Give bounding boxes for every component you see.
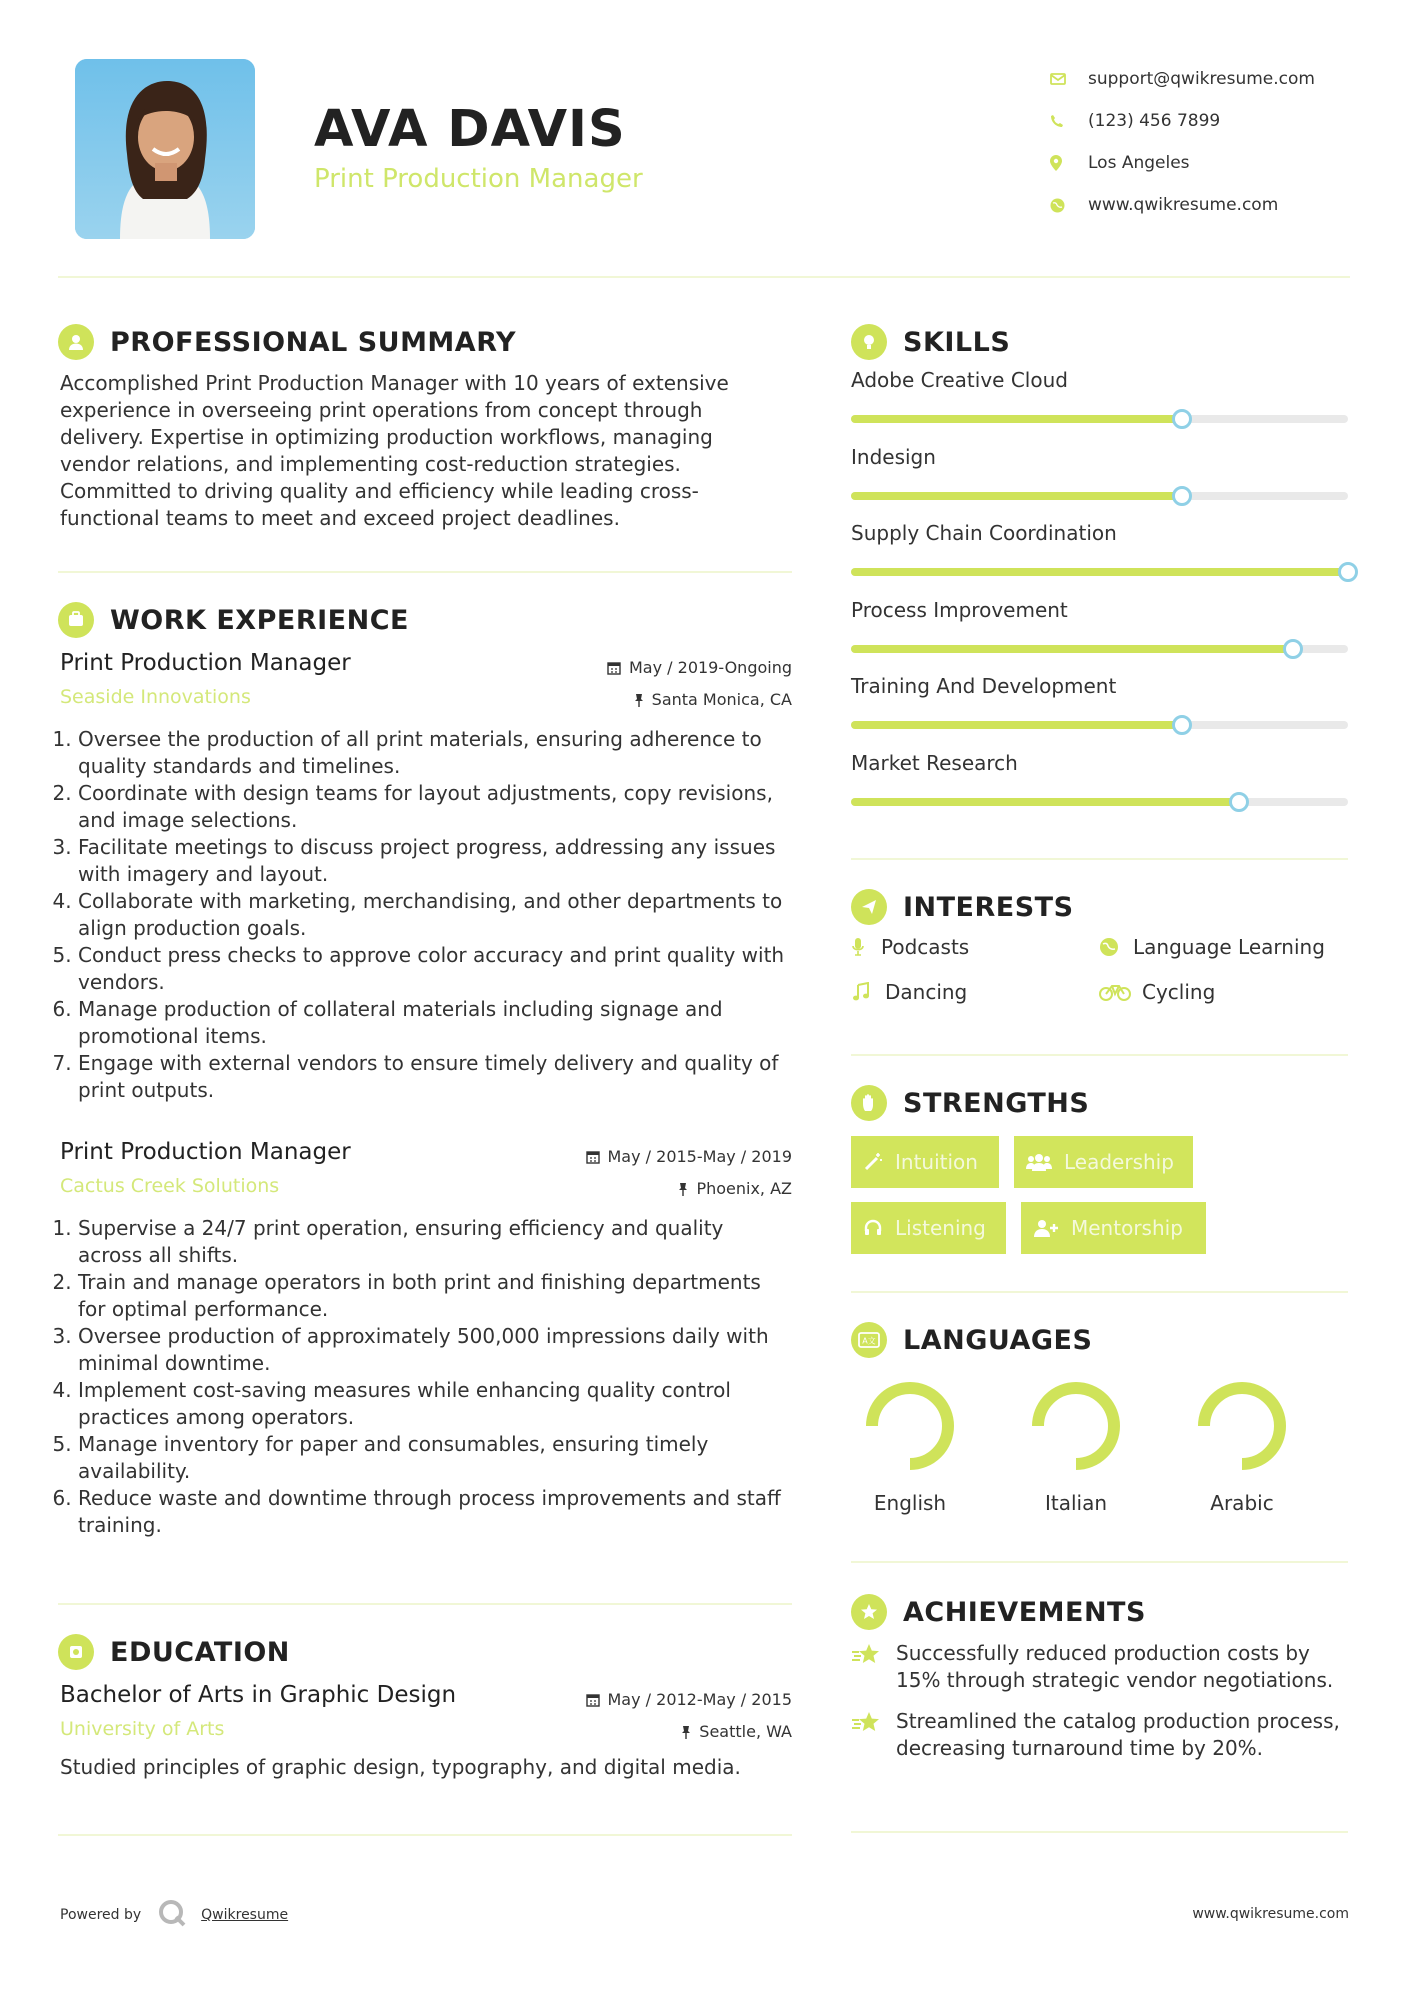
globe-icon bbox=[1099, 937, 1133, 957]
job-duty: 3. Facilitate meetings to discuss project progress, addressing any issues with imagery and layout. bbox=[78, 834, 792, 888]
job-entry bbox=[60, 1139, 792, 1539]
contact-location-text: Los Angeles bbox=[1088, 153, 1190, 173]
job-date-text: May / 2019-Ongoing bbox=[629, 658, 792, 677]
strength-label: Listening bbox=[895, 1216, 986, 1240]
interest-item bbox=[1099, 935, 1325, 959]
skill-name: Adobe Creative Cloud bbox=[851, 368, 1068, 392]
interests-heading bbox=[851, 889, 1074, 925]
header-divider bbox=[58, 276, 1350, 278]
strength-tag bbox=[1014, 1136, 1193, 1188]
svg-text:A文: A文 bbox=[862, 1336, 876, 1346]
achievements-title: ACHIEVEMENTS bbox=[903, 1596, 1146, 1628]
achievements-divider bbox=[851, 1831, 1348, 1833]
skill-bar bbox=[851, 568, 1348, 576]
skill-fill bbox=[851, 568, 1348, 576]
job-company: Seaside Innovations bbox=[60, 686, 251, 708]
strength-label: Mentorship bbox=[1071, 1216, 1183, 1240]
education-title: EDUCATION bbox=[110, 1636, 290, 1668]
achievement-item bbox=[851, 1708, 1351, 1762]
job-duty: 2. Train and manage operators in both print and finishing departments for optimal performance. bbox=[78, 1269, 792, 1323]
education-description: Studied principles of graphic design, typography, and digital media. bbox=[60, 1755, 741, 1779]
language-item bbox=[845, 1378, 975, 1515]
language-item bbox=[1177, 1378, 1307, 1515]
skill-name: Market Research bbox=[851, 750, 1018, 775]
job-location-text: Phoenix, AZ bbox=[696, 1179, 792, 1198]
education-degree: Bachelor of Arts in Graphic Design bbox=[60, 1682, 457, 1708]
skill-fill bbox=[851, 798, 1239, 806]
job-location bbox=[678, 1179, 792, 1198]
skill-bar bbox=[851, 492, 1348, 500]
map-pin-icon bbox=[1050, 155, 1088, 171]
education-divider bbox=[58, 1834, 792, 1836]
contact-email-text: support@qwikresume.com bbox=[1088, 69, 1315, 89]
achievement-text: Streamlined the catalog production process, decreasing turnaround time by 20%. bbox=[896, 1709, 1340, 1760]
calendar-icon bbox=[607, 661, 621, 675]
bicycle-icon bbox=[1099, 983, 1142, 1001]
qwikresume-link[interactable]: Qwikresume bbox=[201, 1907, 289, 1923]
strength-label: Intuition bbox=[895, 1150, 978, 1174]
interest-label: Podcasts bbox=[881, 935, 970, 959]
job-duty: 1. Supervise a 24/7 print operation, ensuring efficiency and quality across all shifts. bbox=[78, 1215, 792, 1269]
globe-icon bbox=[1050, 198, 1088, 213]
strength-tag bbox=[1021, 1202, 1206, 1254]
briefcase-icon bbox=[58, 602, 94, 638]
language-ring bbox=[1028, 1378, 1124, 1474]
pushpin-icon bbox=[678, 1182, 688, 1196]
education-date bbox=[586, 1690, 793, 1709]
job-duty: 6. Reduce waste and downtime through process improvements and staff training. bbox=[78, 1485, 792, 1539]
pushpin-icon bbox=[681, 1725, 691, 1739]
language-name: Arabic bbox=[1210, 1491, 1274, 1515]
contact-phone[interactable] bbox=[1050, 100, 1350, 142]
job-title: Print Production Manager bbox=[60, 650, 351, 676]
languages-divider bbox=[851, 1561, 1348, 1563]
skill-knob bbox=[1172, 486, 1192, 506]
user-plus-icon bbox=[1033, 1218, 1059, 1238]
interest-label: Language Learning bbox=[1133, 935, 1325, 959]
interest-item bbox=[851, 980, 967, 1004]
job-entry bbox=[60, 650, 792, 1104]
qwikresume-logo-icon bbox=[157, 1898, 187, 1932]
job-duty: 7. Engage with external vendors to ensure timely delivery and quality of print outputs. bbox=[78, 1050, 792, 1104]
footer-powered-by bbox=[60, 1898, 288, 1932]
skill-item bbox=[851, 751, 1348, 828]
star-icon bbox=[851, 1640, 896, 1694]
job-location bbox=[634, 690, 792, 709]
headphones-icon bbox=[863, 1218, 883, 1238]
job-duty: 6. Manage production of collateral materials including signage and promotional items. bbox=[78, 996, 792, 1050]
interests-title: INTERESTS bbox=[903, 891, 1074, 923]
skills-divider bbox=[851, 858, 1348, 860]
footer-website-link[interactable]: www.qwikresume.com bbox=[1192, 1906, 1349, 1922]
work-divider bbox=[58, 1603, 792, 1605]
contact-block bbox=[1050, 58, 1350, 226]
magic-wand-icon bbox=[863, 1152, 883, 1172]
skills-list bbox=[851, 368, 1348, 827]
envelope-icon bbox=[1050, 73, 1088, 85]
skill-knob bbox=[1338, 562, 1358, 582]
skill-knob bbox=[1283, 639, 1303, 659]
interests-divider bbox=[851, 1054, 1348, 1056]
powered-by-label: Powered by bbox=[60, 1907, 142, 1923]
skill-name: Process Improvement bbox=[851, 597, 1068, 622]
education-entry bbox=[60, 1682, 792, 1781]
job-duties bbox=[60, 726, 792, 1104]
achievement-text: Successfully reduced production costs by 15% through strategic vendor negotiations. bbox=[896, 1641, 1334, 1692]
interest-item bbox=[1099, 980, 1215, 1004]
skill-item bbox=[851, 368, 1348, 445]
language-ring bbox=[1194, 1378, 1290, 1474]
languages-title: LANGUAGES bbox=[903, 1324, 1093, 1356]
skill-knob bbox=[1229, 792, 1249, 812]
skill-bar bbox=[851, 645, 1348, 653]
strength-label: Leadership bbox=[1064, 1150, 1174, 1174]
contact-email[interactable] bbox=[1050, 58, 1350, 100]
summary-text: Accomplished Print Production Manager with 10 years of extensive experience in overseeing print operations from concept through delivery. Expertise in optimizing production workflows, managing vendor relations, and implementing cost-reduction strategies. Committed to driving quality and efficiency while leading cross-functional teams to meet and exceed project deadlines. bbox=[60, 371, 729, 530]
candidate-name: AVA DAVIS bbox=[314, 100, 626, 159]
summary-title: PROFESSIONAL SUMMARY bbox=[110, 326, 517, 358]
skill-fill bbox=[851, 721, 1182, 729]
education-location bbox=[681, 1722, 792, 1741]
job-date-text: May / 2015-May / 2019 bbox=[607, 1147, 792, 1166]
skill-name: Indesign bbox=[851, 444, 936, 469]
music-note-icon bbox=[851, 982, 885, 1002]
summary-divider bbox=[58, 571, 792, 573]
contact-website-text: www.qwikresume.com bbox=[1088, 195, 1279, 215]
interest-label: Dancing bbox=[885, 980, 968, 1004]
skills-heading bbox=[851, 324, 1010, 360]
skill-bar bbox=[851, 721, 1348, 729]
languages-heading bbox=[851, 1322, 1092, 1358]
contact-phone-text: (123) 456 7899 bbox=[1088, 111, 1221, 131]
pushpin-icon bbox=[634, 693, 644, 707]
education-location-text: Seattle, WA bbox=[699, 1722, 792, 1741]
contact-website[interactable] bbox=[1050, 184, 1350, 226]
job-duty: 2. Coordinate with design teams for layout adjustments, copy revisions, and image selections. bbox=[78, 780, 792, 834]
candidate-role: Print Production Manager bbox=[314, 164, 643, 194]
language-ring-arc bbox=[872, 1388, 948, 1464]
skill-fill bbox=[851, 492, 1182, 500]
skill-bar bbox=[851, 415, 1348, 423]
skill-item bbox=[851, 445, 1348, 522]
skill-bar bbox=[851, 798, 1348, 806]
work-heading bbox=[58, 602, 409, 638]
translate-icon bbox=[851, 1322, 887, 1358]
language-ring bbox=[862, 1378, 958, 1474]
language-item bbox=[1011, 1378, 1141, 1515]
achievement-item bbox=[851, 1640, 1351, 1694]
education-school: University of Arts bbox=[60, 1718, 225, 1740]
contact-location bbox=[1050, 142, 1350, 184]
job-date bbox=[586, 1147, 793, 1166]
job-duty: 5. Manage inventory for paper and consumables, ensuring timely availability. bbox=[78, 1431, 792, 1485]
star-badge-icon bbox=[851, 1594, 887, 1630]
lightbulb-icon bbox=[851, 324, 887, 360]
paper-plane-icon bbox=[851, 889, 887, 925]
job-title: Print Production Manager bbox=[60, 1139, 351, 1165]
phone-icon bbox=[1050, 114, 1088, 128]
calendar-icon bbox=[586, 1693, 600, 1707]
achievements-heading bbox=[851, 1594, 1146, 1630]
work-title: WORK EXPERIENCE bbox=[110, 604, 409, 636]
calendar-icon bbox=[586, 1150, 600, 1164]
skill-name: Supply Chain Coordination bbox=[851, 521, 1117, 545]
education-heading bbox=[58, 1634, 290, 1670]
skill-knob bbox=[1172, 715, 1192, 735]
hand-icon bbox=[851, 1085, 887, 1121]
microphone-icon bbox=[851, 937, 881, 957]
skill-item bbox=[851, 521, 1348, 598]
user-icon bbox=[58, 324, 94, 360]
job-company: Cactus Creek Solutions bbox=[60, 1175, 280, 1197]
job-duties bbox=[60, 1215, 792, 1539]
skill-knob bbox=[1172, 409, 1192, 429]
job-duty: 5. Conduct press checks to approve color accuracy and print quality with vendors. bbox=[78, 942, 792, 996]
star-icon bbox=[851, 1708, 896, 1762]
users-icon bbox=[1026, 1152, 1052, 1172]
graduation-icon bbox=[58, 1634, 94, 1670]
strengths-title: STRENGTHS bbox=[903, 1087, 1090, 1119]
job-date bbox=[607, 658, 792, 677]
language-ring-arc bbox=[1204, 1388, 1280, 1464]
education-date-text: May / 2012-May / 2015 bbox=[607, 1690, 792, 1709]
job-duty: 4. Implement cost-saving measures while enhancing quality control practices among operators. bbox=[78, 1377, 792, 1431]
job-duty: 1. Oversee the production of all print materials, ensuring adherence to quality standards and timelines. bbox=[78, 726, 792, 780]
skill-name: Training And Development bbox=[851, 674, 1117, 698]
language-ring-arc bbox=[1038, 1388, 1114, 1464]
job-duty: 4. Collaborate with marketing, merchandising, and other departments to align production goals. bbox=[78, 888, 792, 942]
skill-fill bbox=[851, 415, 1182, 423]
interest-label: Cycling bbox=[1142, 980, 1216, 1004]
skill-item bbox=[851, 674, 1348, 751]
strengths-heading bbox=[851, 1085, 1089, 1121]
skill-fill bbox=[851, 645, 1293, 653]
strength-tag bbox=[851, 1202, 1006, 1254]
summary-heading bbox=[58, 324, 516, 360]
language-name: Italian bbox=[1044, 1491, 1108, 1515]
profile-photo bbox=[75, 59, 255, 239]
skill-item bbox=[851, 598, 1348, 675]
job-location-text: Santa Monica, CA bbox=[651, 690, 792, 709]
skills-title: SKILLS bbox=[903, 326, 1011, 358]
job-duty: 3. Oversee production of approximately 500,000 impressions daily with minimal downtime. bbox=[78, 1323, 792, 1377]
strengths-divider bbox=[851, 1291, 1348, 1293]
language-name: English bbox=[873, 1491, 947, 1515]
interest-item bbox=[851, 935, 969, 959]
strength-tag bbox=[851, 1136, 999, 1188]
